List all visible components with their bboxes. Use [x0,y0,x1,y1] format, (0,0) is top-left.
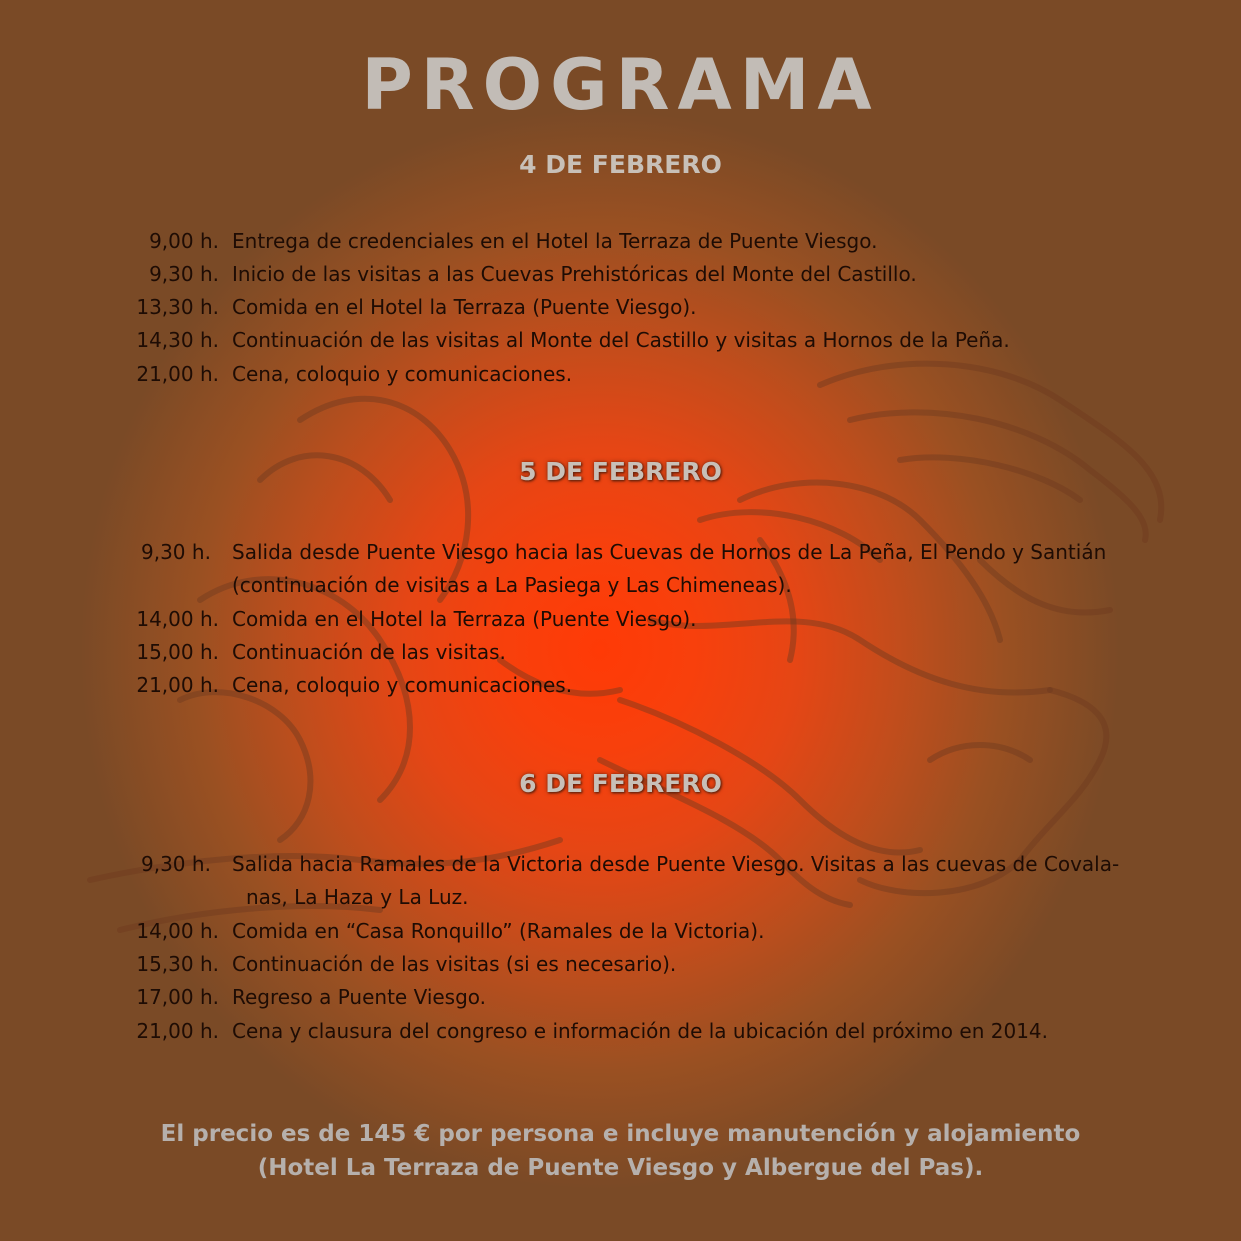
item-time: 9,30 h. [141,852,211,876]
price-note-line-1: El precio es de 145 € por persona e incluye manutención y alojamiento [160,1121,1081,1147]
item-text: Inicio de las visitas a las Cuevas Prehistóricas del Monte del Castillo. [232,262,917,286]
item-text: Cena y clausura del congreso e información de la ubicación del próximo en 2014. [232,1019,1048,1043]
price-note-line-2: (Hotel La Terraza de Puente Viesgo y Albergue del Pas). [257,1155,984,1181]
schedule-item [0,540,1241,574]
schedule-item [0,1019,1241,1053]
schedule-item [0,640,1241,674]
item-text: Comida en el Hotel la Terraza (Puente Viesgo). [232,295,697,319]
item-text: Comida en el Hotel la Terraza (Puente Viesgo). [232,607,697,631]
item-time: 15,30 h. [136,952,219,976]
schedule-item [0,229,1241,263]
item-text: Cena, coloquio y comunicaciones. [232,362,573,386]
day-heading-2: 5 DE FEBRERO [519,457,722,486]
item-text: Continuación de las visitas. [232,640,506,664]
schedule-item [0,328,1241,362]
schedule-item-continuation [0,573,1241,607]
item-time: 21,00 h. [136,362,219,386]
item-time: 17,00 h. [136,985,219,1009]
item-time: 21,00 h. [136,673,219,697]
item-time: 9,30 h. [141,540,211,564]
item-time: 15,00 h. [136,640,219,664]
page-title: PROGRAMA [361,44,880,126]
item-text: Salida desde Puente Viesgo hacia las Cuevas de Hornos de La Peña, El Pendo y Santián [232,540,1107,564]
schedule-item [0,295,1241,329]
item-time: 14,30 h. [136,328,219,352]
schedule-item [0,919,1241,953]
item-time: 9,00 h. [149,229,219,253]
price-note [0,1117,1241,1185]
item-time: 14,00 h. [136,919,219,943]
item-text: Entrega de credenciales en el Hotel la Terraza de Puente Viesgo. [232,229,878,253]
day-heading-3: 6 DE FEBRERO [519,769,722,798]
schedule-item-continuation [0,885,1241,919]
item-text-continuation: nas, La Haza y La Luz. [246,885,469,909]
schedule-item [0,362,1241,396]
schedule-item [0,262,1241,296]
item-time: 13,30 h. [136,295,219,319]
item-text-continuation: (continuación de visitas a La Pasiega y Las Chimeneas). [232,573,792,597]
day-heading-1: 4 DE FEBRERO [519,150,722,179]
item-text: Continuación de las visitas al Monte del Castillo y visitas a Hornos de la Peña. [232,328,1010,352]
item-text: Regreso a Puente Viesgo. [232,985,487,1009]
item-text: Salida hacia Ramales de la Victoria desde Puente Viesgo. Visitas a las cuevas de Covala- [232,852,1120,876]
schedule-item [0,673,1241,707]
schedule-item [0,985,1241,1019]
schedule-item [0,852,1241,886]
item-text: Continuación de las visitas (si es necesario). [232,952,677,976]
item-time: 9,30 h. [149,262,219,286]
item-time: 21,00 h. [136,1019,219,1043]
schedule-item [0,952,1241,986]
item-text: Cena, coloquio y comunicaciones. [232,673,573,697]
item-text: Comida en “Casa Ronquillo” (Ramales de la Victoria). [232,919,765,943]
schedule-item [0,607,1241,641]
item-time: 14,00 h. [136,607,219,631]
